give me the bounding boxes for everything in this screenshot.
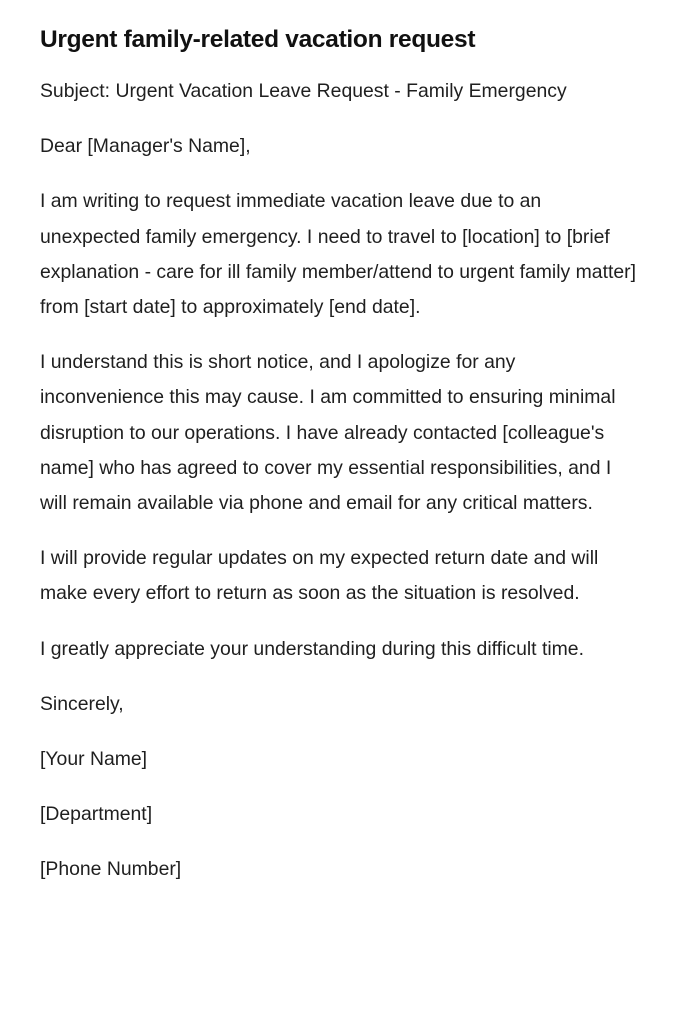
subject-line: Subject: Urgent Vacation Leave Request - Family Emergency — [40, 80, 567, 102]
document-title: Urgent family-related vacation request — [40, 26, 476, 53]
greeting: Dear [Manager's Name], — [40, 135, 251, 158]
body-paragraph-appreciation: I greatly appreciate your understanding during this difficult time. — [40, 637, 584, 660]
body-paragraph-updates: I will provide regular updates on my expected return date and will make every effort to return as soon as the situation is resolved. — [40, 547, 599, 605]
body-paragraph-request: I am writing to request immediate vacation leave due to an unexpected family emergency. I need to travel to [location] to [brief explanation - care for ill family member/attend to urgent family matter] from [start date] to approximately [end date]. — [40, 190, 636, 319]
closing: Sincerely, — [40, 692, 124, 715]
signature-department: [Department] — [40, 803, 153, 826]
body-paragraph-coverage: I understand this is short notice, and I apologize for any inconvenience this may cause. I am committed to ensuring minimal disruption to our operations. I have already contacted [colleague's name] who has agreed to cover my essential responsibilities, and I will remain available via phone and email for any critical matters. — [40, 351, 616, 515]
signature-name: [Your Name] — [40, 748, 148, 771]
signature-phone: [Phone Number] — [40, 858, 182, 881]
